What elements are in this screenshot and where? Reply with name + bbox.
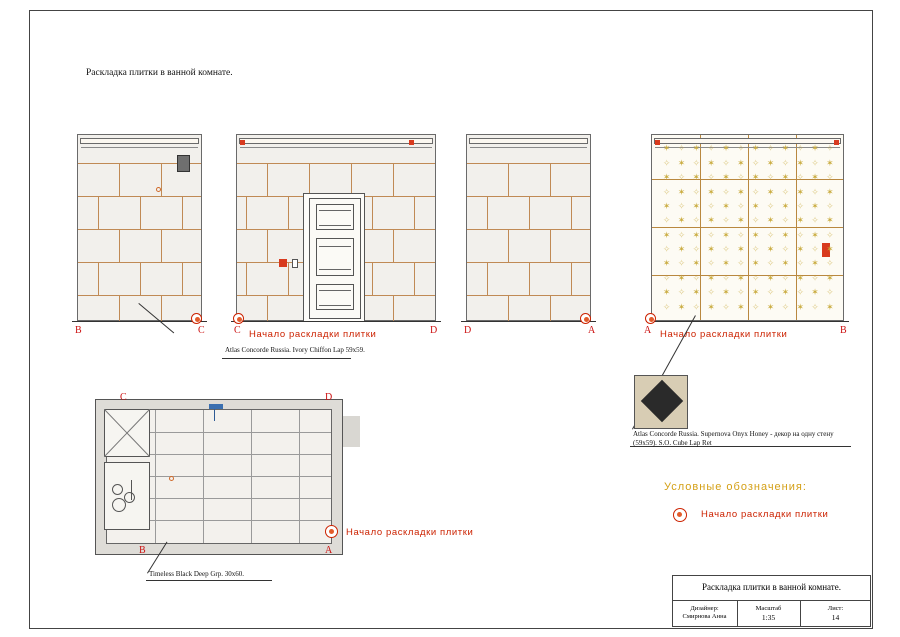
- decor-star-icon: ✶: [707, 273, 715, 284]
- tile-grid: [467, 135, 590, 320]
- decor-star-icon: ✶: [751, 259, 760, 270]
- marker: [834, 140, 839, 145]
- decor-star-icon: ✧: [662, 216, 671, 227]
- elevation-wall-surface: [236, 134, 436, 321]
- decor-star-icon: ✶: [766, 187, 775, 198]
- decor-star-icon: ✶: [677, 245, 686, 256]
- door: [303, 193, 365, 322]
- floor-line: [461, 321, 596, 322]
- decor-star-icon: ✶: [796, 187, 804, 198]
- decor-star-icon: ✶: [826, 302, 834, 313]
- decor-star-icon: ✧: [662, 187, 671, 198]
- decor-star-icon: ✧: [751, 245, 760, 256]
- decor-star-icon: ✧: [811, 187, 819, 198]
- decor-star-icon: ✧: [781, 302, 790, 313]
- decor-star-icon: ✧: [811, 302, 819, 313]
- decor-star-icon: ✧: [677, 201, 686, 212]
- decor-star-icon: ✧: [781, 245, 790, 256]
- decor-star-icon: ✧: [826, 288, 834, 299]
- axis-label-left: A: [644, 325, 652, 336]
- decor-star-icon: ✧: [811, 158, 819, 169]
- decor-star-icon: ✧: [811, 273, 819, 284]
- decor-star-icon: ✶: [722, 259, 730, 270]
- marker: [409, 140, 414, 145]
- decor-star-icon: ✶: [737, 302, 745, 313]
- decor-star-icon: ✶: [662, 259, 671, 270]
- material-callout: Atlas Concorde Russia. Ivory Chiffon Lap 59x59.: [225, 346, 365, 354]
- axis-label-right: A: [588, 325, 596, 336]
- decor-star-icon: ✶: [737, 216, 745, 227]
- decor-star-icon: ✧: [707, 288, 715, 299]
- decor-star-icon: ✶: [722, 201, 730, 212]
- decor-star-icon: ✶: [677, 187, 686, 198]
- decor-star-icon: ✧: [707, 201, 715, 212]
- material-swatch: [634, 375, 688, 429]
- decor-star-icon: ✶: [677, 273, 686, 284]
- decor-star-icon: ✶: [707, 216, 715, 227]
- material-callout: Timeless Black Deep Grp. 30x60.: [149, 570, 245, 578]
- decor-star-icon: ✶: [826, 216, 834, 227]
- marker: [655, 140, 660, 145]
- decor-star-icon: ✧: [811, 216, 819, 227]
- decor-star-icon: ✶: [662, 173, 671, 184]
- designer-label: Дизайнер:: [690, 605, 719, 612]
- decor-star-icon: ✶: [722, 144, 730, 155]
- decor-star-icon: ✶: [662, 201, 671, 212]
- scale-label: Масштаб: [755, 605, 782, 612]
- scale-value: 1:35: [761, 613, 776, 622]
- decor-star-icon: ✶: [781, 259, 790, 270]
- decor-star-icon: ✧: [722, 216, 730, 227]
- start-point-icon: [233, 313, 244, 324]
- decor-star-icon: ✶: [826, 245, 834, 256]
- decor-wall-surface: [651, 134, 844, 321]
- decor-star-icon: ✧: [751, 302, 760, 313]
- decor-star-icon: ✶: [737, 245, 745, 256]
- ceiling-rail: [239, 138, 433, 144]
- switch-plate: [292, 259, 298, 268]
- axis-label-left: B: [75, 325, 82, 336]
- decor-star-icon: ✶: [692, 259, 701, 270]
- decor-star-icon: ✶: [796, 158, 804, 169]
- decor-star-icon: ✧: [737, 288, 745, 299]
- start-point-label: Начало раскладки плитки: [660, 329, 788, 340]
- decor-star-icon: ✧: [677, 144, 686, 155]
- floor-line: [646, 321, 849, 322]
- legend-item-label: Начало раскладки плитки: [701, 509, 829, 520]
- decor-star-icon: ✶: [811, 288, 819, 299]
- decor-star-icon: ✶: [677, 216, 686, 227]
- decor-star-icon: ✶: [662, 230, 671, 241]
- decor-star-icon: ✧: [766, 201, 775, 212]
- decor-star-icon: ✶: [811, 144, 819, 155]
- decor-star-icon: ✧: [766, 144, 775, 155]
- decor-star-icon: ✧: [796, 144, 804, 155]
- plan-marker: [209, 404, 223, 409]
- decor-star-icon: ✧: [826, 173, 834, 184]
- decor-star-icon: ✶: [722, 230, 730, 241]
- decor-star-icon: ✧: [677, 173, 686, 184]
- decor-star-icon: ✶: [811, 201, 819, 212]
- plan-axis-b: B: [139, 545, 146, 556]
- decor-star-icon: ✶: [766, 216, 775, 227]
- decor-star-icon: ✶: [692, 173, 701, 184]
- plan-axis-d: D: [325, 392, 333, 403]
- decor-star-icon: ✧: [722, 302, 730, 313]
- elevation-wall-surface: [466, 134, 591, 321]
- decor-star-icon: ✶: [737, 187, 745, 198]
- decor-star-icon: ✶: [751, 144, 760, 155]
- decor-star-icon: ✧: [722, 187, 730, 198]
- decor-star-icon: ✧: [766, 173, 775, 184]
- decor-star-icon: ✧: [766, 288, 775, 299]
- decor-star-icon: ✶: [826, 273, 834, 284]
- decor-star-icon: ✶: [796, 302, 804, 313]
- decor-star-icon: ✶: [781, 201, 790, 212]
- decor-star-icon: ✧: [751, 187, 760, 198]
- decor-star-icon: ✶: [722, 173, 730, 184]
- decor-star-icon: ✶: [796, 273, 804, 284]
- axis-label-right: B: [840, 325, 847, 336]
- wall-fixture: [177, 155, 190, 172]
- material-callout: Atlas Concorde Russia. Supernova Onyx Honey - декор на одну стену (59x59). S.O. Cube Lap Ret: [633, 430, 834, 447]
- decor-star-icon: ✧: [826, 230, 834, 241]
- start-point-label: Начало раскладки плитки: [249, 329, 377, 340]
- decor-star-icon: ✶: [826, 187, 834, 198]
- decor-star-icon: ✧: [662, 158, 671, 169]
- sheet-title: Раскладка плитки в ванной комнате.: [702, 582, 841, 592]
- decor-star-icon: ✶: [662, 288, 671, 299]
- axis-label-right: C: [198, 325, 205, 336]
- decor-star-icon: ✧: [826, 259, 834, 270]
- decor-star-icon: ✶: [751, 230, 760, 241]
- decor-star-icon: ✧: [796, 173, 804, 184]
- decor-star-icon: ✧: [826, 201, 834, 212]
- start-point-label: Начало раскладки плитки: [346, 527, 474, 538]
- ceiling-rail: [654, 138, 841, 144]
- decor-star-icon: ✧: [692, 245, 701, 256]
- decor-star-icon: ✶: [692, 144, 701, 155]
- decor-star-icon: ✧: [707, 173, 715, 184]
- decor-star-icon: ✶: [707, 245, 715, 256]
- decor-star-icon: ✧: [737, 173, 745, 184]
- small-ring-icon: [156, 187, 161, 192]
- decor-star-icon: ✧: [722, 245, 730, 256]
- floor-line: [72, 321, 207, 322]
- decor-star-icon: ✧: [692, 302, 701, 313]
- decor-star-icon: ✶: [811, 230, 819, 241]
- decor-star-icon: ✧: [751, 216, 760, 227]
- decor-star-icon: ✧: [707, 259, 715, 270]
- decor-star-icon: ✧: [781, 273, 790, 284]
- decor-star-icon: ✶: [662, 144, 671, 155]
- decor-star-icon: ✧: [677, 288, 686, 299]
- decor-star-icon: ✶: [796, 245, 804, 256]
- legend-title: Условные обозначения:: [664, 481, 807, 493]
- decor-star-icon: ✧: [692, 158, 701, 169]
- decor-star-icon: ✧: [781, 158, 790, 169]
- axis-label-right: D: [430, 325, 438, 336]
- decor-star-icon: ✧: [692, 273, 701, 284]
- decor-star-icon: ✶: [766, 245, 775, 256]
- decor-star-icon: ✧: [692, 216, 701, 227]
- designer-value: Смирнова Анна: [682, 613, 727, 620]
- decor-star-icon: ✶: [781, 230, 790, 241]
- decor-star-icon: ✧: [692, 187, 701, 198]
- decor-star-icon: ✶: [811, 259, 819, 270]
- ceiling-rail: [469, 138, 588, 144]
- start-point-icon: [325, 525, 338, 538]
- decor-star-icon: ✶: [751, 173, 760, 184]
- decor-star-icon: ✶: [781, 173, 790, 184]
- sheet-number-value: 14: [831, 613, 840, 622]
- decor-star-icon: ✶: [751, 201, 760, 212]
- start-point-icon: [191, 313, 202, 324]
- decor-star-icon: ✶: [707, 158, 715, 169]
- decor-star-icon: ✶: [766, 302, 775, 313]
- decor-star-icon: ✧: [766, 230, 775, 241]
- decor-star-icon: ✶: [766, 158, 775, 169]
- axis-label-left: C: [234, 325, 241, 336]
- decor-star-icon: ✧: [737, 230, 745, 241]
- decor-star-icon: ✶: [737, 273, 745, 284]
- decor-star-icon: ✶: [811, 173, 819, 184]
- decor-star-icon: ✧: [751, 158, 760, 169]
- decor-star-icon: ✧: [707, 144, 715, 155]
- decor-star-icon: ✶: [692, 288, 701, 299]
- page-title: Раскладка плитки в ванной комнате.: [86, 68, 233, 78]
- decor-star-icon: ✶: [826, 158, 834, 169]
- ceiling-rail: [80, 138, 199, 144]
- plan-axis-c: C: [120, 392, 127, 403]
- start-point-icon: [580, 313, 591, 324]
- decor-star-icon: ✶: [796, 216, 804, 227]
- decor-star-icon: ✶: [692, 230, 701, 241]
- decor-star-icon: ✧: [796, 259, 804, 270]
- decor-star-icon: ✶: [781, 288, 790, 299]
- start-point-icon: [645, 313, 656, 324]
- switch-marker: [279, 259, 287, 267]
- decor-star-icon: ✶: [707, 187, 715, 198]
- decor-star-icon: ✧: [796, 201, 804, 212]
- start-point-icon: [673, 508, 687, 522]
- sheet-number-label: Лист:: [827, 605, 844, 612]
- decor-star-icon: ✧: [737, 201, 745, 212]
- marker: [240, 140, 245, 145]
- decor-star-icon: ✧: [662, 245, 671, 256]
- decor-star-icon: ✧: [751, 273, 760, 284]
- decor-star-icon: ✶: [722, 288, 730, 299]
- decor-star-icon: ✧: [677, 259, 686, 270]
- decor-star-icon: ✶: [707, 302, 715, 313]
- decor-star-icon: ✶: [766, 273, 775, 284]
- decor-star-icon: ✧: [737, 259, 745, 270]
- decor-star-icon: ✶: [781, 144, 790, 155]
- decor-star-icon: ✧: [826, 144, 834, 155]
- decor-star-icon: ✧: [662, 302, 671, 313]
- floor-line: [231, 321, 441, 322]
- decor-star-icon: ✧: [707, 230, 715, 241]
- decor-star-icon: ✶: [677, 302, 686, 313]
- elevation-wall-surface: [77, 134, 202, 321]
- decor-star-icon: ✧: [722, 273, 730, 284]
- decor-star-icon: ✶: [692, 201, 701, 212]
- decor-star-icon: ✧: [722, 158, 730, 169]
- decor-star-icon: ✧: [796, 288, 804, 299]
- decor-star-icon: ✧: [766, 259, 775, 270]
- decor-star-icon: ✶: [751, 288, 760, 299]
- decor-star-icon: ✶: [677, 158, 686, 169]
- decor-star-icon: ✶: [737, 158, 745, 169]
- decor-star-icon: ✧: [737, 144, 745, 155]
- decor-star-icon: ✧: [662, 273, 671, 284]
- axis-label-left: D: [464, 325, 472, 336]
- plan-axis-a: A: [325, 545, 333, 556]
- decor-star-icon: ✧: [781, 216, 790, 227]
- decor-star-icon: ✧: [781, 187, 790, 198]
- decor-star-icon: ✧: [811, 245, 819, 256]
- decor-star-icon: ✧: [796, 230, 804, 241]
- decor-star-icon: ✧: [677, 230, 686, 241]
